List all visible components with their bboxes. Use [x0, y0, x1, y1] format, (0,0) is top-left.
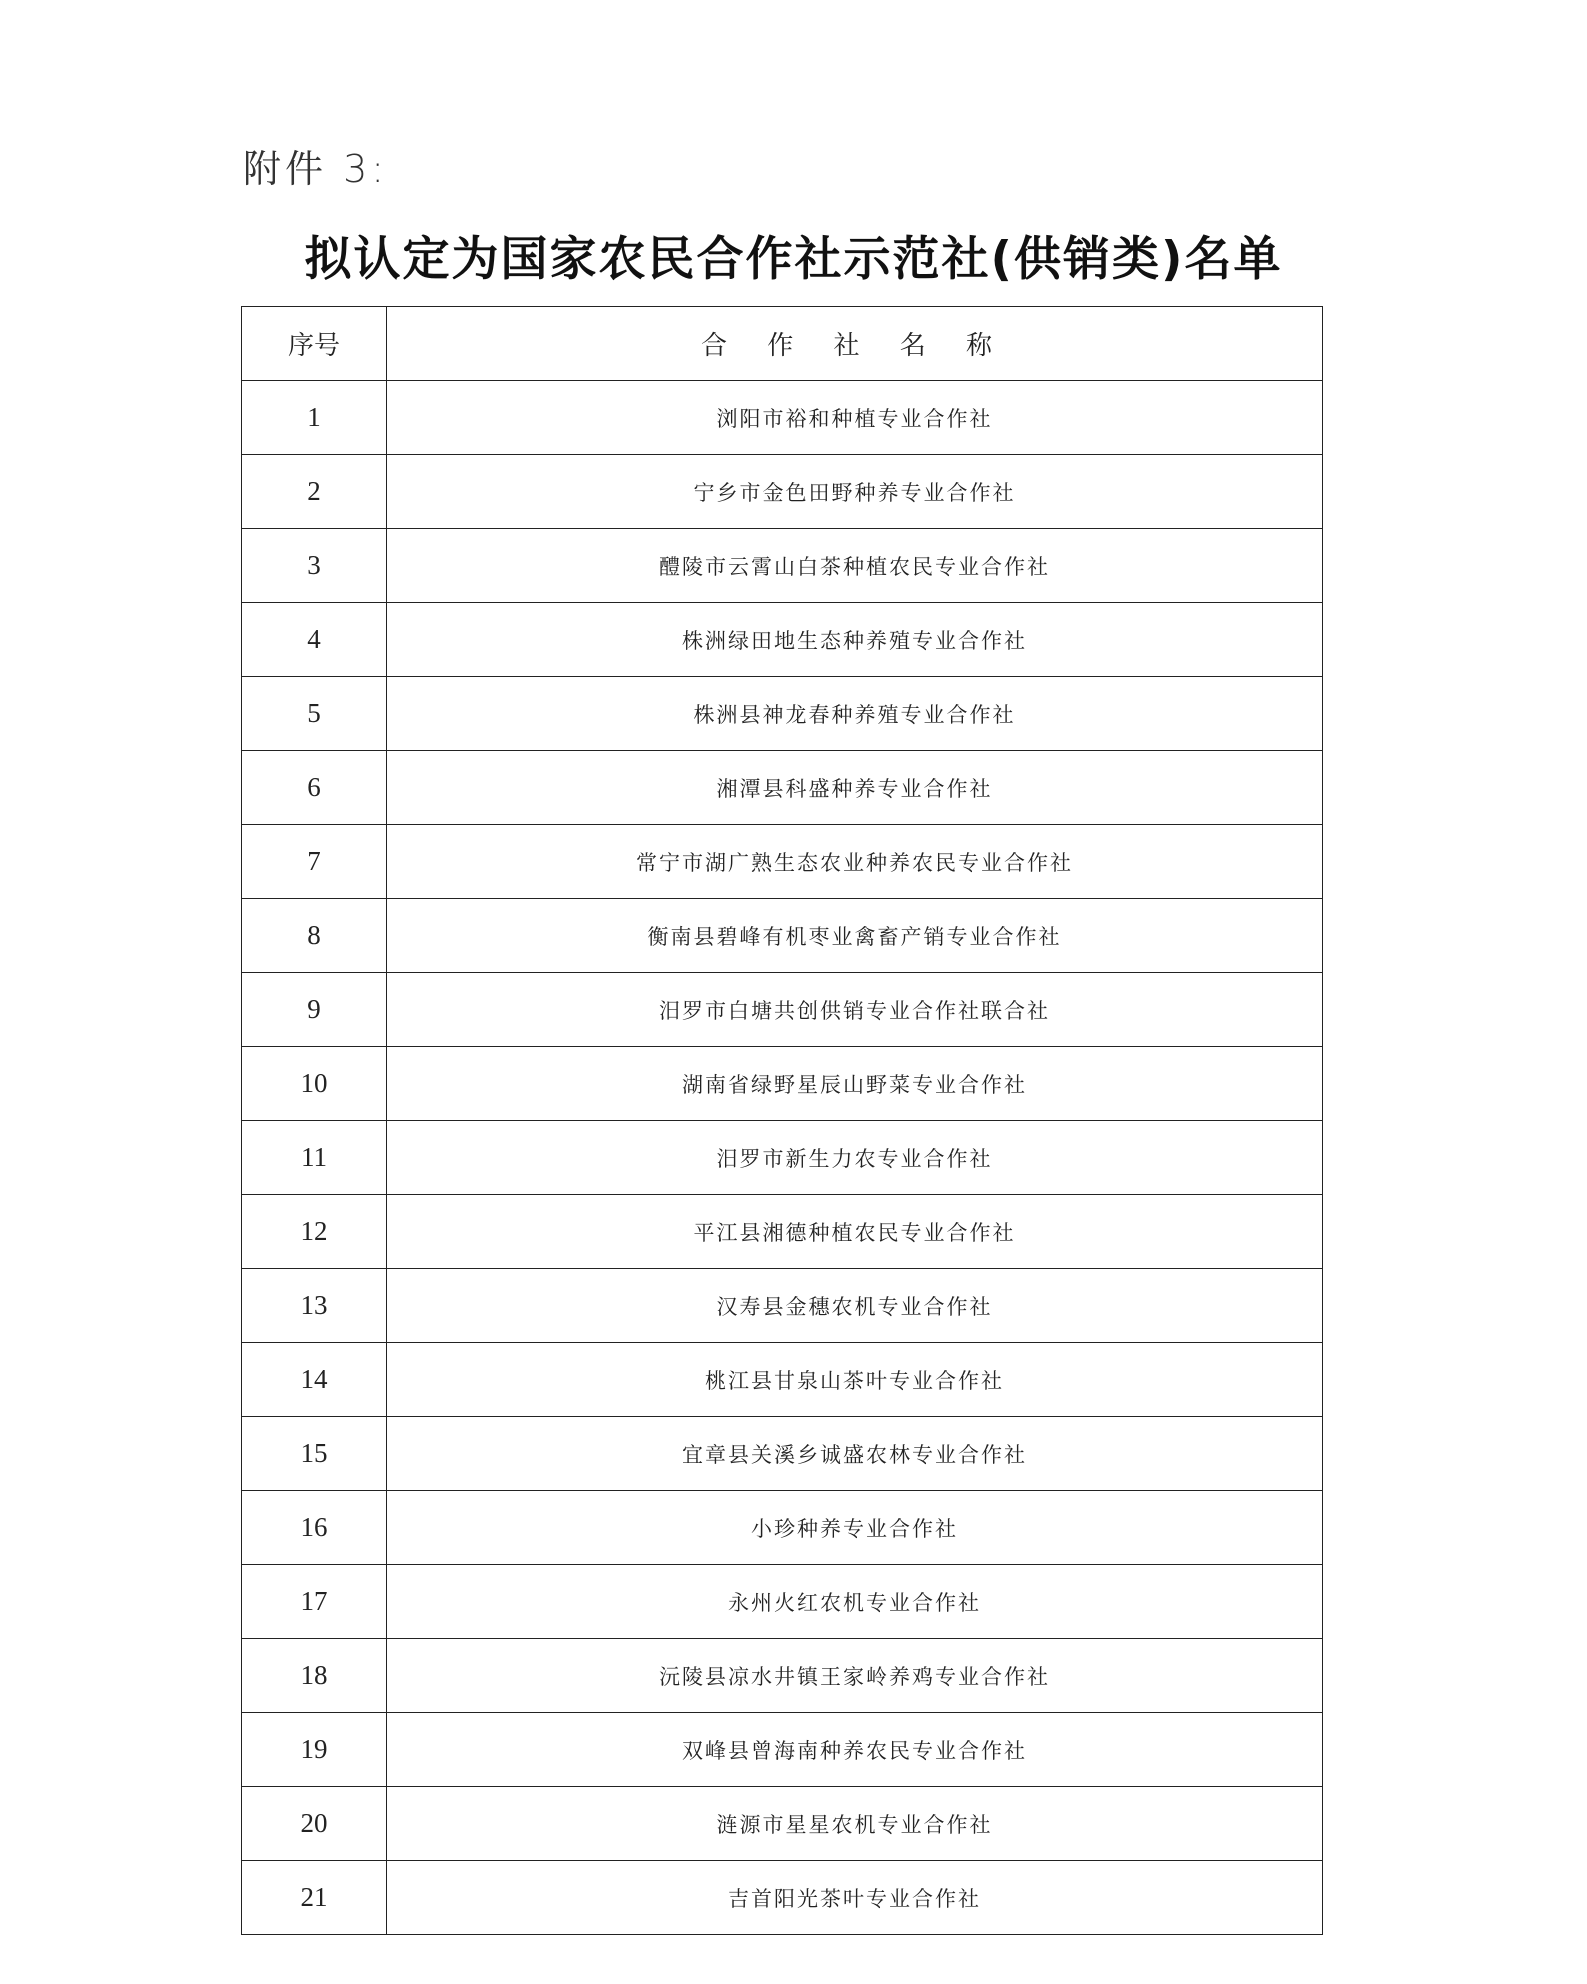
table-header-row	[242, 307, 1323, 381]
cooperative-name-cell: 涟源市星星农机专业合作社	[387, 1787, 1323, 1861]
cooperative-name-cell: 湘潭县科盛种养专业合作社	[387, 751, 1323, 825]
table-row	[242, 1343, 1323, 1417]
cooperative-name-cell: 常宁市湖广熟生态农业种养农民专业合作社	[387, 825, 1323, 899]
cooperative-list-table	[241, 306, 1323, 1935]
cooperative-name-cell: 宜章县关溪乡诚盛农林专业合作社	[387, 1417, 1323, 1491]
cooperative-name-cell: 桃江县甘泉山茶叶专业合作社	[387, 1343, 1323, 1417]
cooperative-name-cell: 衡南县碧峰有机枣业禽畜产销专业合作社	[387, 899, 1323, 973]
table-row	[242, 1491, 1323, 1565]
serial-number-cell: 12	[242, 1195, 387, 1269]
serial-number-cell: 16	[242, 1491, 387, 1565]
serial-number-cell: 10	[242, 1047, 387, 1121]
table-row	[242, 1565, 1323, 1639]
serial-number-cell: 6	[242, 751, 387, 825]
cooperative-name-cell: 株洲绿田地生态种养殖专业合作社	[387, 603, 1323, 677]
cooperative-name-cell: 汉寿县金穗农机专业合作社	[387, 1269, 1323, 1343]
table-row	[242, 381, 1323, 455]
table-row	[242, 1713, 1323, 1787]
serial-number-cell: 17	[242, 1565, 387, 1639]
cooperative-name-cell: 株洲县神龙春种养殖专业合作社	[387, 677, 1323, 751]
header-cooperative-name: 合 作 社 名 称	[387, 307, 1323, 381]
table-row	[242, 1121, 1323, 1195]
table-row	[242, 603, 1323, 677]
table-row	[242, 1195, 1323, 1269]
table-row	[242, 455, 1323, 529]
serial-number-cell: 9	[242, 973, 387, 1047]
table-row	[242, 973, 1323, 1047]
table-row	[242, 1861, 1323, 1935]
cooperative-name-cell: 小珍种养专业合作社	[387, 1491, 1323, 1565]
serial-number-cell: 3	[242, 529, 387, 603]
serial-number-cell: 2	[242, 455, 387, 529]
table-row	[242, 1787, 1323, 1861]
table-row	[242, 751, 1323, 825]
table-row	[242, 899, 1323, 973]
cooperative-name-cell: 湖南省绿野星辰山野菜专业合作社	[387, 1047, 1323, 1121]
serial-number-cell: 15	[242, 1417, 387, 1491]
serial-number-cell: 20	[242, 1787, 387, 1861]
table-row	[242, 1269, 1323, 1343]
cooperative-name-cell: 浏阳市裕和种植专业合作社	[387, 381, 1323, 455]
attachment-label: 附件 3:	[243, 147, 389, 191]
cooperative-name-cell: 双峰县曾海南种养农民专业合作社	[387, 1713, 1323, 1787]
cooperative-name-cell: 沅陵县凉水井镇王家岭养鸡专业合作社	[387, 1639, 1323, 1713]
serial-number-cell: 1	[242, 381, 387, 455]
table-row	[242, 1047, 1323, 1121]
table-row	[242, 1417, 1323, 1491]
serial-number-cell: 5	[242, 677, 387, 751]
serial-number-cell: 14	[242, 1343, 387, 1417]
table-row	[242, 825, 1323, 899]
cooperative-name-cell: 永州火红农机专业合作社	[387, 1565, 1323, 1639]
cooperative-name-cell: 吉首阳光茶叶专业合作社	[387, 1861, 1323, 1935]
table-row	[242, 529, 1323, 603]
serial-number-cell: 4	[242, 603, 387, 677]
cooperative-name-cell: 汨罗市新生力农专业合作社	[387, 1121, 1323, 1195]
cooperative-name-cell: 平江县湘德种植农民专业合作社	[387, 1195, 1323, 1269]
table-row	[242, 677, 1323, 751]
serial-number-cell: 19	[242, 1713, 387, 1787]
cooperative-name-cell: 醴陵市云霄山白茶种植农民专业合作社	[387, 529, 1323, 603]
serial-number-cell: 13	[242, 1269, 387, 1343]
cooperative-name-cell: 汨罗市白塘共创供销专业合作社联合社	[387, 973, 1323, 1047]
serial-number-cell: 11	[242, 1121, 387, 1195]
serial-number-cell: 21	[242, 1861, 387, 1935]
serial-number-cell: 8	[242, 899, 387, 973]
serial-number-cell: 18	[242, 1639, 387, 1713]
header-serial-number: 序号	[242, 307, 387, 381]
serial-number-cell: 7	[242, 825, 387, 899]
table-body	[242, 381, 1323, 1935]
table-row	[242, 1639, 1323, 1713]
document-title: 拟认定为国家农民合作社示范社(供销类)名单	[304, 232, 1283, 287]
cooperative-name-cell: 宁乡市金色田野种养专业合作社	[387, 455, 1323, 529]
